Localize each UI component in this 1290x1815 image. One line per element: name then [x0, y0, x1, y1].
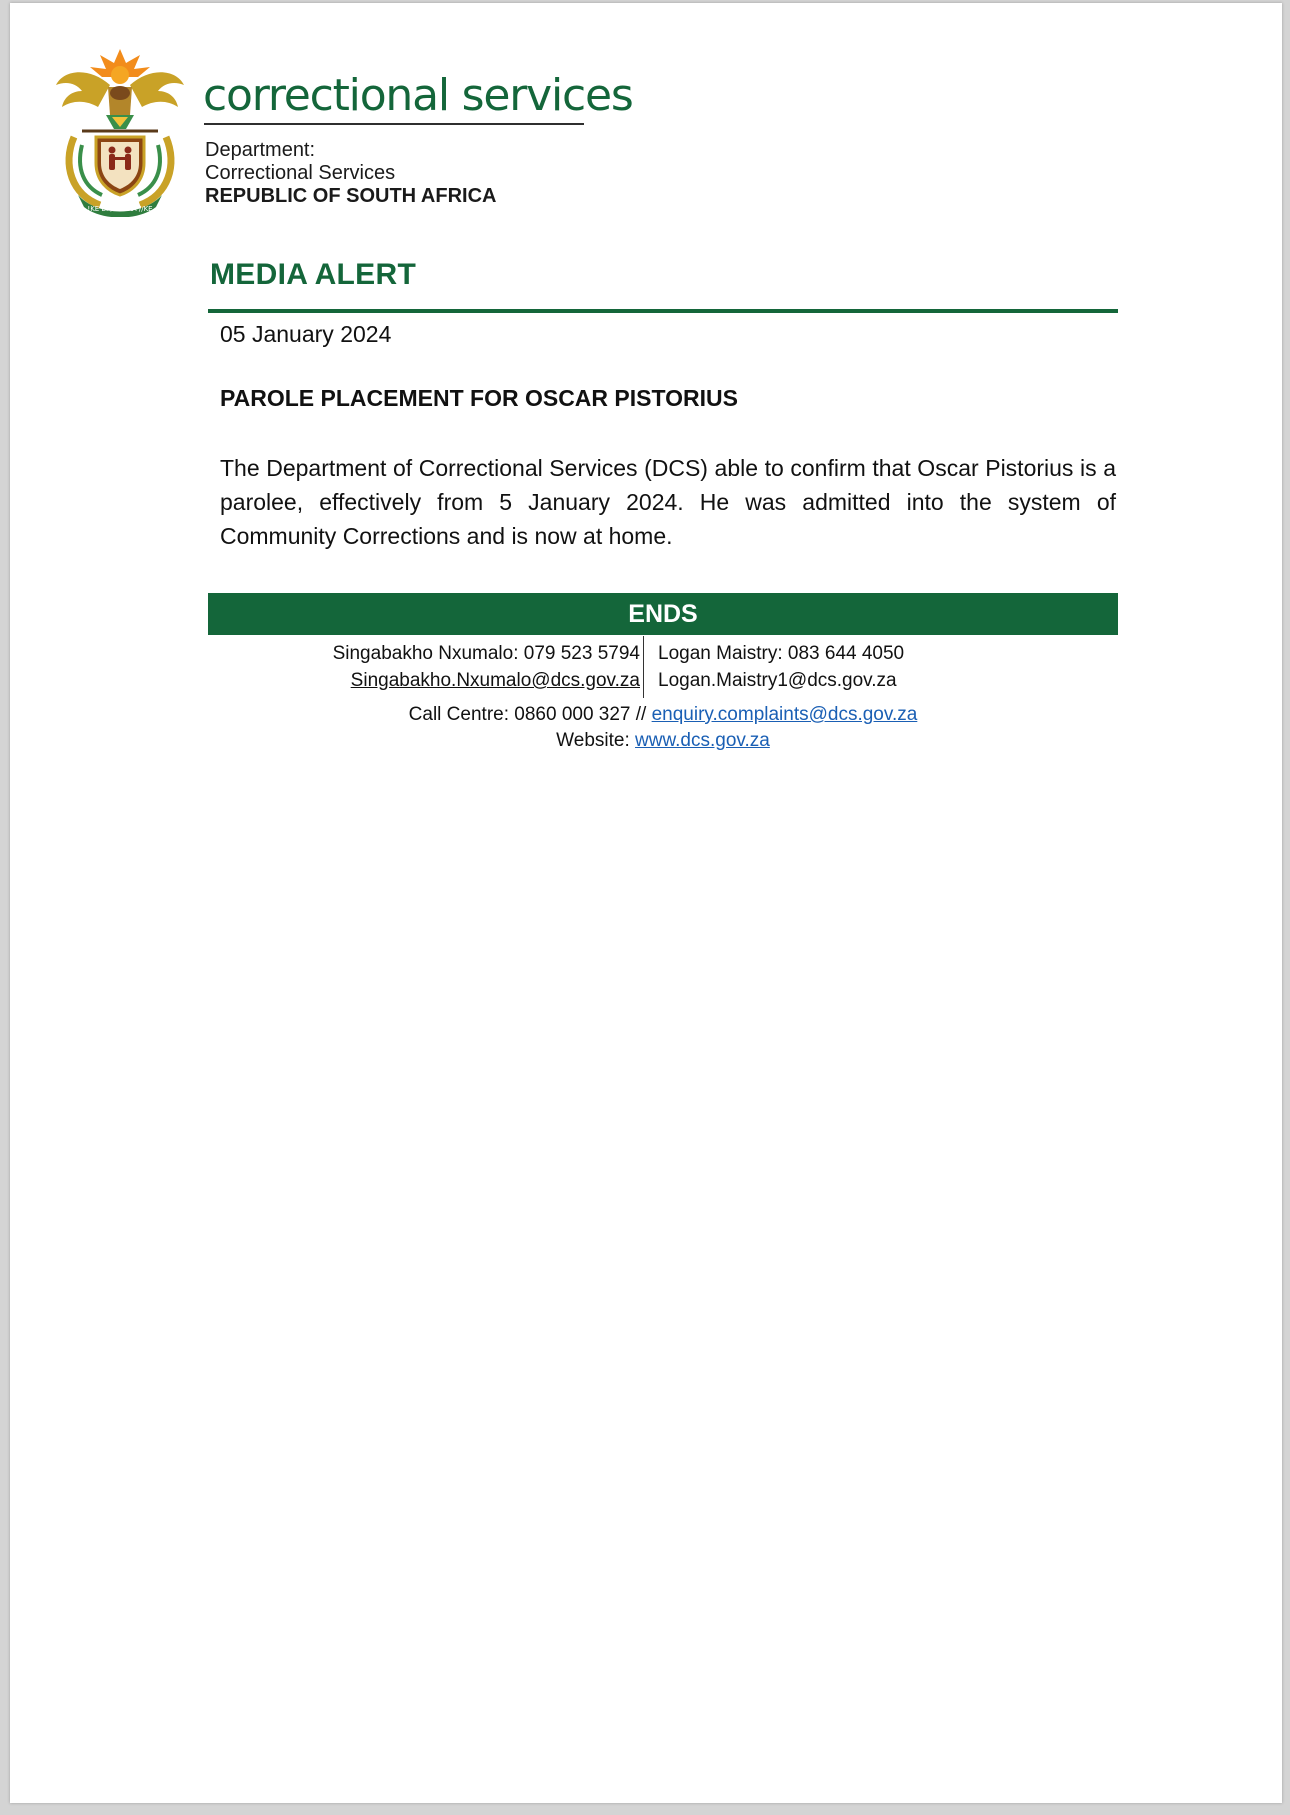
- department-label: Department:: [205, 139, 316, 161]
- website-label: Website:: [556, 730, 636, 751]
- contact-maistry-email[interactable]: Logan.Maistry1@dcs.gov.za: [658, 670, 897, 691]
- contact-maistry-phone: Logan Maistry: 083 644 4050: [658, 643, 905, 664]
- coat-of-arms-logo: [52, 45, 188, 217]
- call-centre-text: Call Centre: 0860 000 327 //: [408, 704, 652, 725]
- republic-name: REPUBLIC OF SOUTH AFRICA: [205, 185, 497, 207]
- body-paragraph: The Department of Correctional Services (DCS) able to confirm that Oscar Pistorius is a parolee, effectively from 5 January 2024. He was admitted into the system of Community Corrections and is now at home.: [220, 455, 1116, 549]
- website-link[interactable]: www.dcs.gov.za: [635, 730, 770, 751]
- department-name: Correctional Services: [205, 162, 396, 184]
- document-page: [10, 3, 1282, 1803]
- headline: PAROLE PLACEMENT FOR OSCAR PISTORIUS: [220, 385, 738, 411]
- department-block: [205, 139, 496, 208]
- release-date: 05 January 2024: [220, 321, 392, 347]
- contact-nxumalo: [250, 640, 640, 694]
- contact-nxumalo-phone: Singabakho Nxumalo: 079 523 5794: [332, 643, 640, 664]
- page-title: MEDIA ALERT: [210, 258, 417, 291]
- brand-underline: [204, 123, 584, 125]
- call-centre-line: [208, 702, 1118, 728]
- brand-wordmark: correctional services: [203, 70, 633, 121]
- contact-divider: [643, 636, 644, 698]
- ends-label: ENDS: [628, 600, 698, 628]
- svg-text:!KE E: /XARRA //KE: !KE E: /XARRA //KE: [87, 205, 153, 213]
- complaints-email-link[interactable]: enquiry.complaints@dcs.gov.za: [651, 704, 918, 725]
- title-divider: [208, 309, 1118, 313]
- contact-nxumalo-email[interactable]: Singabakho.Nxumalo@dcs.gov.za: [350, 670, 640, 691]
- contact-maistry: [658, 640, 904, 694]
- ends-banner: [208, 593, 1118, 635]
- website-line: [208, 728, 1118, 754]
